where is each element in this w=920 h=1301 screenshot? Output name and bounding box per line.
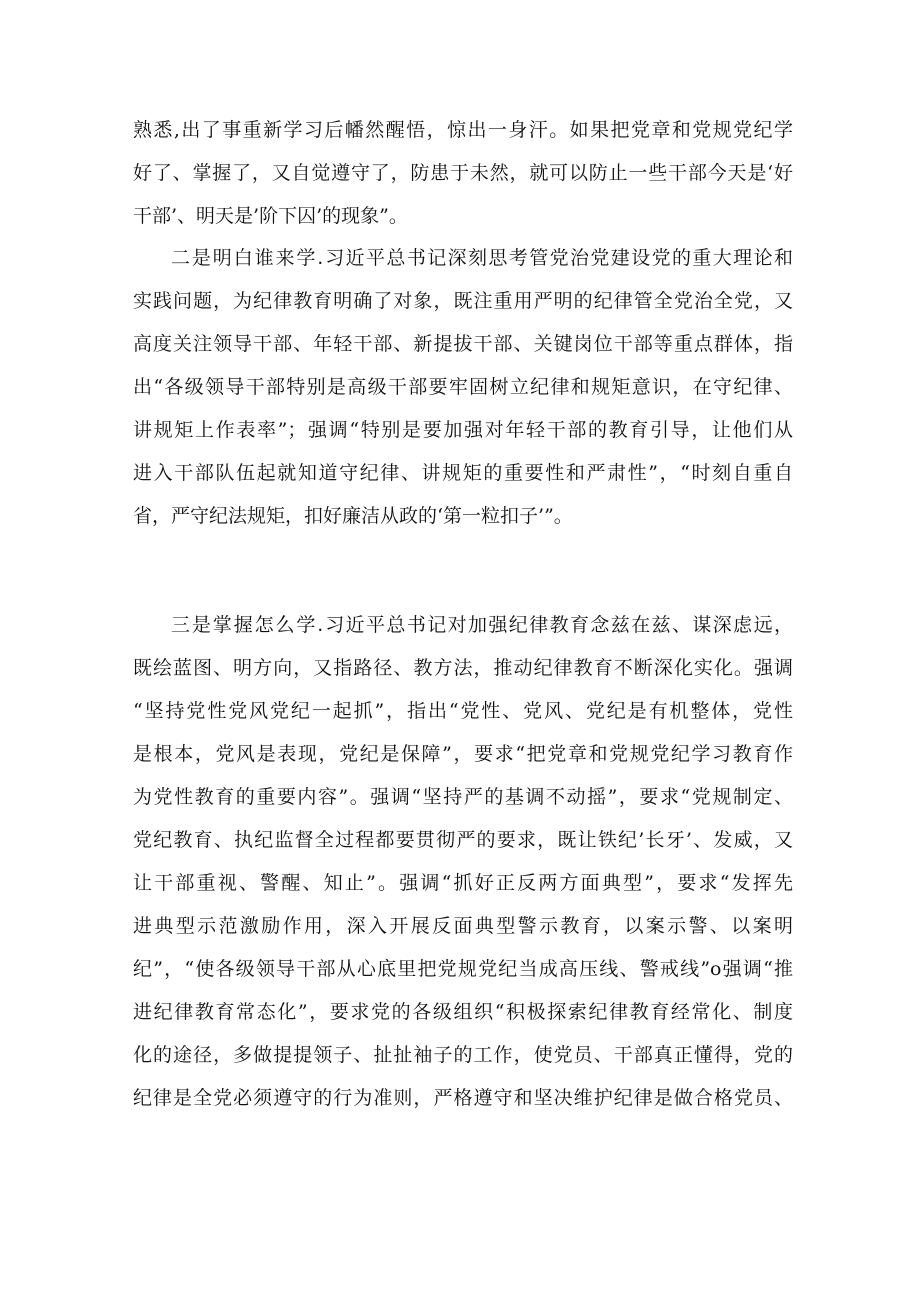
text-line: 高度关注领导干部、年轻干部、新提拔干部、关键岗位干部等重点群体，指 [133,333,793,355]
text-line: 化的途径，多做提提领子、扯扯袖子的工作，使党员、干部真正懂得，党的 [133,1044,793,1066]
text-line: 熟悉,出了事重新学习后幡然醒悟，惊出一身汗。如果把党章和党规党纪学 [133,119,793,141]
text-line: 省，严守纪法规矩，扣好廉洁从政的‘第一粒扣子’”。 [133,505,573,527]
text-line: 进入干部队伍起就知道守纪律、讲规矩的重要性和严肃性”，“时刻自重自 [133,462,793,484]
text-line [133,604,793,647]
text-line: 实践问题，为纪律教育明确了对象，既注重用严明的纪律管全党治全党，又 [133,290,793,312]
text-line: 纪”，“使各级领导干部从心底里把党规党纪当成高压线、警戒线”o强调“推 [133,958,793,980]
text-line: 干部’、明天是’阶下囚’的现象”。 [133,205,408,227]
text-line: 让干部重视、警醒、知止”。强调“抓好正反两方面典型”，要求“发挥先 [133,872,793,894]
paragraph-how-to-learn [133,604,793,1163]
text-line: 党纪教育、执纪监督全过程都要贯彻严的要求，既让铁纪’长牙’、发威，又 [133,829,793,851]
text-line-rest: 习近平总书记深刻思考管党治党建设党的重大理论和 [323,247,793,269]
paragraph-lead-heading: 三是掌握怎么学. [171,614,324,636]
text-line [133,237,793,280]
text-line: 讲规矩上作表率”；强调“特别是要加强对年轻干部的教育引导，让他们从 [133,419,793,441]
text-line-rest: 习近平总书记对加强纪律教育念兹在兹、谋深虑远， [323,614,793,636]
text-line: 出“各级领导干部特别是高级干部要牢固树立纪律和规矩意识，在守纪律、 [133,376,793,398]
text-line: 好了、掌握了，又自觉遵守了，防患于未然，就可以防止一些干部今天是‘好 [133,162,793,184]
paragraph-who-learns [133,237,793,538]
paragraph-lead-heading: 二是明白谁来学. [171,247,324,269]
text-line: 既绘蓝图、明方向，又指路径、教方法，推动纪律教育不断深化实化。强调 [133,657,793,679]
text-line: 进纪律教育常态化”，要求党的各级组织“积极探索纪律教育经常化、制度 [133,1001,793,1023]
paragraph-continuation [133,109,793,238]
text-line [133,1120,793,1163]
text-line: 进典型示范激励作用，深入开展反面典型警示教育，以案示警、以案明 [133,915,793,937]
text-line: 是根本，党风是表现，党纪是保障”，要求“把党章和党规党纪学习教育作 [133,743,793,765]
text-line: 纪律是全党必须遵守的行为准则，严格遵守和坚决维护纪律是做合格党员、 [133,1087,793,1109]
text-line: “坚持党性党风党纪一起抓”，指出“党性、党风、党纪是有机整体，党性 [133,700,793,722]
text-line: 为党性教育的重要内容”。强调“坚持严的基调不动摇”，要求“党规制定、 [133,786,793,808]
